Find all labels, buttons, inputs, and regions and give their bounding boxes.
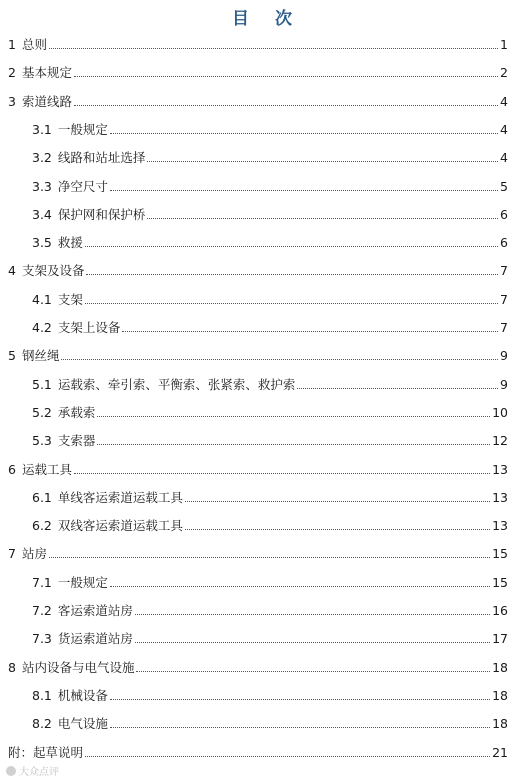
toc-entry-page: 7 [500, 320, 508, 335]
toc-entry-number: 7.3 [32, 631, 52, 647]
toc-entry[interactable] [32, 373, 508, 393]
toc-entry-number: 2 [8, 65, 16, 81]
toc-entry[interactable] [32, 175, 508, 195]
toc-entry-number: 3 [8, 93, 16, 109]
toc-entry[interactable] [32, 203, 508, 223]
watermark [6, 763, 59, 778]
toc-entry-page: 13 [492, 489, 508, 505]
toc-entry-label: 基本规定 [21, 65, 72, 81]
toc-entry-label: 电气设施 [57, 716, 108, 732]
toc-entry-number: 附： [8, 744, 34, 760]
toc-entry[interactable] [8, 33, 508, 53]
toc-entry-label: 站内设备与电气设施 [21, 659, 135, 675]
toc-entry-label: 承载索 [57, 404, 96, 420]
toc-entry[interactable] [8, 656, 508, 676]
toc-entry[interactable] [8, 741, 508, 761]
toc-entry-page: 4 [500, 93, 508, 109]
toc-entry-page: 13 [492, 518, 508, 534]
page-title: 目 次 [232, 9, 302, 29]
toc-entry[interactable] [32, 231, 508, 251]
toc-entry-number: 6.2 [32, 518, 52, 534]
toc-entry[interactable] [8, 458, 508, 478]
toc-leader-dots [74, 473, 490, 474]
toc-entry-page: 9 [500, 348, 508, 364]
toc-entry[interactable] [32, 712, 508, 732]
toc-entry-label: 钢丝绳 [21, 348, 60, 364]
toc-entry-label: 支架上设备 [57, 320, 121, 335]
toc-entry-page: 12 [492, 433, 508, 449]
toc-entry-number: 3.4 [32, 206, 52, 222]
toc-leader-dots [74, 105, 498, 106]
toc-leader-dots [185, 501, 490, 502]
toc-entry[interactable] [32, 599, 508, 619]
toc-entry-page: 17 [492, 631, 508, 647]
toc-entry-number: 7.2 [32, 603, 52, 618]
toc-leader-dots [49, 48, 498, 49]
toc-entry[interactable] [8, 344, 508, 364]
toc-entry[interactable] [32, 146, 508, 166]
toc-entry[interactable] [32, 118, 508, 138]
toc-leader-dots [136, 671, 490, 672]
toc-leader-dots [110, 699, 490, 700]
toc-entry[interactable] [32, 514, 508, 534]
toc-entry-label: 索道线路 [21, 93, 72, 109]
toc-entry-label: 运载索、牵引索、平衡索、张紧索、救护索 [57, 376, 296, 392]
toc-leader-dots [49, 557, 490, 558]
watermark-text: 大众点评 [19, 767, 59, 778]
toc-entry-number: 6.1 [32, 489, 52, 505]
toc-leader-dots [110, 586, 490, 587]
toc-entry-number: 3.2 [32, 150, 52, 166]
toc-leader-dots [185, 529, 490, 530]
toc-entry-number: 8 [8, 659, 16, 675]
toc-entry-label: 货运索道站房 [57, 631, 133, 647]
toc-entry-number: 4 [8, 263, 16, 279]
toc-leader-dots [86, 274, 498, 275]
toc-entry-number: 3.3 [32, 178, 52, 194]
toc-leader-dots [97, 444, 490, 445]
toc-entry-number: 5 [8, 348, 16, 364]
toc-entry-number: 4.1 [32, 291, 52, 307]
toc-leader-dots [122, 331, 498, 332]
toc-entry-page: 5 [500, 178, 508, 194]
toc-entry-page: 18 [492, 716, 508, 732]
toc-entry-number: 6 [8, 461, 16, 477]
watermark-logo-icon [6, 766, 16, 776]
toc-entry-label: 支架 [57, 291, 83, 307]
toc-entry-label: 净空尺寸 [57, 178, 108, 194]
toc-entry-page: 2 [500, 65, 508, 81]
toc-entry-number: 5.1 [32, 376, 52, 392]
toc-leader-dots [147, 218, 498, 219]
toc-entry-page: 4 [500, 150, 508, 166]
toc-entry-page: 1 [500, 37, 508, 52]
toc-entry-label: 保护网和保护桥 [57, 206, 146, 222]
toc-entry-label: 救援 [57, 235, 83, 251]
toc-entry[interactable] [32, 571, 508, 591]
toc-entry-label: 总则 [21, 37, 47, 52]
toc-entry-label: 站房 [21, 546, 47, 562]
toc-entry-page: 7 [500, 291, 508, 307]
toc-entry-number: 5.3 [32, 433, 52, 449]
toc-entry-number: 5.2 [32, 404, 52, 420]
toc-leader-dots [85, 303, 498, 304]
toc-entry[interactable] [32, 486, 508, 506]
toc-entry-number: 4.2 [32, 320, 52, 335]
toc-entry[interactable] [8, 259, 508, 279]
toc-entry-number: 1 [8, 37, 16, 52]
toc-entry-label: 起草说明 [33, 744, 84, 760]
toc-entry[interactable] [32, 429, 508, 449]
toc-leader-dots [110, 727, 490, 728]
toc-leader-dots [74, 76, 498, 77]
toc-leader-dots [135, 614, 490, 615]
toc-entry-label: 双线客运索道运载工具 [57, 518, 183, 534]
toc-leader-dots [85, 756, 490, 757]
toc-leader-dots [61, 359, 498, 360]
toc-entry-label: 单线客运索道运载工具 [57, 489, 183, 505]
toc-entry-number: 8.1 [32, 687, 52, 703]
toc-leader-dots [297, 388, 498, 389]
toc-entry-number: 3.1 [32, 121, 52, 137]
toc-entry-page: 7 [500, 263, 508, 279]
toc-entry-page: 18 [492, 687, 508, 703]
toc-entry-label: 机械设备 [57, 687, 108, 703]
toc-leader-dots [147, 161, 498, 162]
toc-entry[interactable] [8, 542, 508, 562]
toc-entry-label: 一般规定 [57, 121, 108, 137]
toc-leader-dots [110, 190, 498, 191]
toc-entry-label: 运载工具 [21, 461, 72, 477]
toc-entry-page: 21 [492, 744, 508, 760]
toc-leader-dots [85, 246, 498, 247]
toc-entry[interactable] [32, 401, 508, 421]
toc-entry-label: 一般规定 [57, 574, 108, 590]
toc-entry-page: 4 [500, 121, 508, 137]
toc-entry-label: 客运索道站房 [57, 603, 133, 618]
toc-entry[interactable] [32, 684, 508, 704]
toc-entry[interactable] [8, 61, 508, 81]
toc-entry[interactable] [32, 316, 508, 336]
toc-entry-page: 15 [492, 546, 508, 562]
toc-entry-page: 6 [500, 206, 508, 222]
toc-entry[interactable] [32, 627, 508, 647]
toc-entry-number: 8.2 [32, 716, 52, 732]
toc-leader-dots [110, 133, 498, 134]
toc-entry-page: 16 [492, 603, 508, 618]
toc-entry-number: 3.5 [32, 235, 52, 251]
toc-entry-label: 支架及设备 [21, 263, 85, 279]
toc-leader-dots [97, 416, 490, 417]
toc-entry-page: 10 [492, 404, 508, 420]
toc-entry-page: 15 [492, 574, 508, 590]
toc-entry-label: 支索器 [57, 433, 96, 449]
toc-entry-label: 线路和站址选择 [57, 150, 146, 166]
toc-entry-number: 7 [8, 546, 16, 562]
toc-entry-number: 7.1 [32, 574, 52, 590]
toc-entry[interactable] [32, 288, 508, 308]
toc-entry-page: 18 [492, 659, 508, 675]
toc-entry-page: 13 [492, 461, 508, 477]
toc-entry-page: 9 [500, 376, 508, 392]
toc-leader-dots [135, 642, 490, 643]
toc-entry[interactable] [8, 90, 508, 110]
toc-entry-page: 6 [500, 235, 508, 251]
